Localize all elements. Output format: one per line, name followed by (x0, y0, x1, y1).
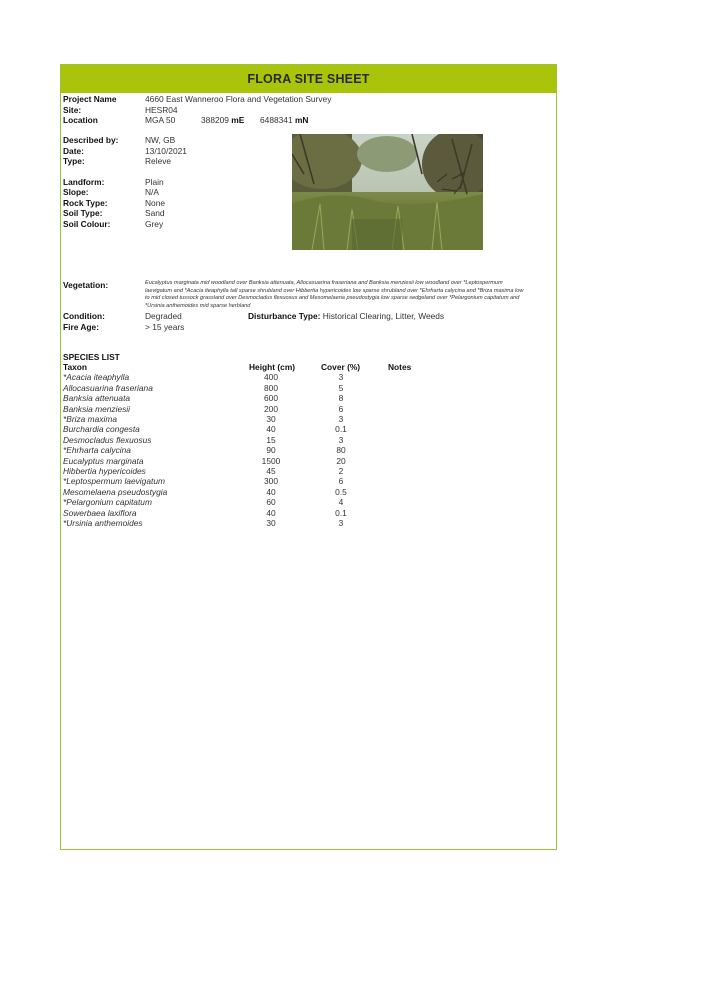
location-zone: MGA 50 (145, 115, 176, 125)
height-cell: 40 (266, 507, 276, 518)
easting-value: 388209 mE (201, 115, 245, 125)
cover-cell: 3 (338, 414, 344, 424)
flora-site-sheet (60, 64, 557, 850)
column-header-height: Height (cm) (249, 362, 296, 372)
condition-label: Condition: (63, 311, 105, 321)
cover-cell: 0.1 (335, 424, 347, 435)
site-photo (292, 134, 483, 250)
cover-cell: 20 (336, 455, 346, 466)
project-name-label: Project Name (63, 94, 117, 104)
cover-cell: 8 (338, 393, 344, 404)
slope-label: Slope: (63, 187, 89, 197)
soil-type-value: Sand (145, 208, 165, 218)
taxon-cell: *Ehrharta calycina (63, 445, 131, 456)
rock-type-value: None (145, 197, 166, 208)
height-cell: 15 (266, 434, 276, 445)
soil-type-label: Soil Type: (63, 208, 103, 218)
column-header-cover: Cover (%) (321, 362, 361, 372)
taxon-cell: Banksia menziesii (63, 403, 131, 414)
cover-cell: 80 (336, 445, 346, 456)
taxon-cell: *Ursinia anthemoides (63, 518, 143, 528)
height-cell: 200 (264, 403, 278, 414)
date-label: Date: (63, 145, 84, 156)
cover-cell: 4 (338, 497, 344, 508)
vegetation-description: Eucalyptus marginata mid woodland over Banksia attenuata, Allocasuarina fraseriana and Banksia menziesii low woodland over *Leptospermum laevigatum and *Acacia iteaphylla tall sparse shrubland over Hibbertia hypericoides low sparse shrubland over *Ehrharta calycina and *Briza maxima low to mid closed tussock grassland over Desmocladus flexuosus and Mesomelaena pseudostygia low sparse sedgeland over *Pelargonium capitatum and *Ursinia anthemoides mid sparse herbland (145, 280, 524, 309)
cover-cell: 0.1 (335, 507, 347, 518)
taxon-cell: *Briza maxima (63, 414, 117, 424)
height-cell: 300 (264, 476, 278, 487)
fire-age-label: Fire Age: (63, 321, 99, 332)
taxon-cell: Hibbertia hypericoides (63, 466, 146, 476)
taxon-cell: Burchardia congesta (63, 424, 140, 435)
height-cell: 30 (266, 518, 276, 528)
soil-colour-label: Soil Colour: (63, 218, 111, 229)
height-cell: 60 (266, 497, 276, 508)
type-value: Releve (145, 156, 172, 166)
height-cell: 90 (266, 445, 276, 456)
cover-cell: 2 (338, 466, 344, 476)
taxon-cell: *Acacia iteaphylla (63, 372, 130, 383)
vegetation-label: Vegetation: (63, 280, 109, 290)
taxon-cell: *Leptospermum laevigatum (63, 476, 165, 487)
height-cell: 800 (264, 382, 278, 393)
taxon-cell: Allocasuarina fraseriana (63, 382, 153, 393)
soil-colour-value: Grey (145, 218, 164, 229)
taxon-cell: Eucalyptus marginata (63, 455, 144, 466)
species-list-title: SPECIES LIST (63, 352, 120, 362)
disturbance-label: Disturbance Type: (248, 311, 321, 321)
landform-value: Plain (145, 176, 164, 187)
height-cell: 400 (264, 372, 278, 383)
type-label: Type: (63, 156, 85, 166)
height-cell: 40 (266, 486, 276, 497)
rock-type-label: Rock Type: (63, 197, 108, 208)
fire-age-value: > 15 years (145, 321, 185, 332)
height-cell: 30 (266, 414, 276, 424)
site-label: Site: (63, 104, 82, 115)
slope-value: N/A (145, 187, 159, 197)
northing-value: 6488341 mN (260, 115, 309, 125)
cover-cell: 3 (338, 434, 344, 445)
cover-cell: 3 (338, 518, 344, 528)
cover-cell: 5 (338, 382, 344, 393)
cover-cell: 3 (338, 372, 344, 383)
sheet-title: FLORA SITE SHEET (61, 65, 556, 93)
taxon-cell: Sowerbaea laxiflora (63, 507, 137, 518)
taxon-cell: *Pelargonium capitatum (63, 497, 152, 508)
taxon-cell: Mesomelaena pseudostygia (63, 486, 168, 497)
taxon-cell: Desmocladus flexuosus (63, 434, 152, 445)
described-by-label: Described by: (63, 135, 119, 145)
cover-cell: 6 (338, 403, 344, 414)
landform-label: Landform: (63, 176, 105, 187)
column-header-taxon: Taxon (63, 362, 88, 372)
described-by-value: NW, GB (145, 135, 176, 145)
condition-value: Degraded (145, 311, 182, 321)
height-cell: 45 (266, 466, 276, 476)
height-cell: 40 (266, 424, 276, 435)
height-cell: 1500 (261, 455, 281, 466)
cover-cell: 6 (338, 476, 344, 487)
location-label: Location (63, 115, 98, 125)
project-name-value: 4660 East Wanneroo Flora and Vegetation Survey (145, 94, 332, 104)
date-value: 13/10/2021 (145, 145, 187, 156)
cover-cell: 0.5 (335, 486, 347, 497)
disturbance-type (248, 311, 444, 322)
site-value: HESR04 (145, 104, 178, 115)
taxon-cell: Banksia attenuata (63, 393, 131, 404)
height-cell: 600 (264, 393, 278, 404)
column-header-notes: Notes (388, 362, 412, 372)
disturbance-value: Historical Clearing, Litter, Weeds (322, 311, 445, 321)
